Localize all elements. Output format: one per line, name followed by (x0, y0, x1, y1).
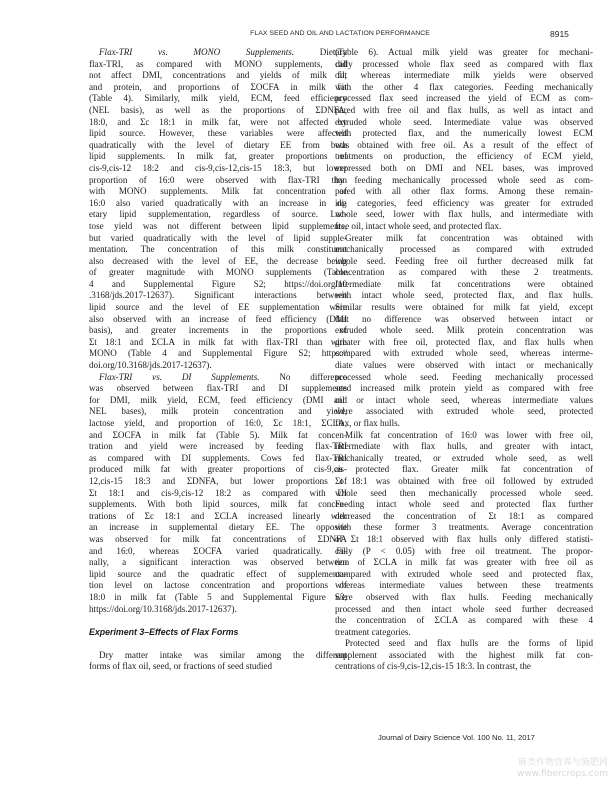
text-line: for DMI, milk yield, ECM, feed efficiency (DMI and (89, 394, 347, 405)
text-line: Similar results were obtained for milk fat yield, except (335, 302, 593, 313)
text-line: free oil, intact whole seed, and protected flax. (335, 220, 502, 231)
text-line: Milk fat concentration of 16:0 was lower with free oil, (345, 429, 593, 440)
text-line: as protected flax. Greater milk fat concentration of (335, 464, 593, 475)
text-line: also decreased with the level of EE, the decrease being (89, 255, 347, 266)
text-line: treatment categories. (335, 626, 411, 637)
text-line: flax-TRI, as compared with MONO supplements, did (89, 58, 347, 69)
text-line: cally processed whole flax seed as compared with flax (335, 58, 593, 69)
watermark-line-url: www.fibercrops.com (517, 769, 608, 779)
text-line: supplements. With both lipid sources, milk fat concen- (89, 499, 347, 510)
page-number: 8915 (550, 29, 569, 39)
text-line: Greater milk fat concentration was obtained with (345, 232, 593, 243)
text-line: doi.org/10.3168/jds.2017-12637). (89, 360, 212, 371)
text-line: proportion of 16:0 were observed with flax-TRI than (89, 174, 347, 185)
text-line: processed flax seed increased the yield of ECM as com- (335, 93, 593, 104)
left-text-column (89, 47, 347, 673)
text-line: with protected flax, and the numerically lowest ECM (335, 128, 593, 139)
text-line: seed increased milk protein yield as compared with free (335, 383, 593, 394)
text-line: with intact whole seed, protected flax, and flax hulls. (335, 290, 593, 301)
run-in-heading: Flax-TRI vs. MONO Supplements. (99, 47, 295, 57)
text-line: (Table 6). Actual milk yield was greater for mechani- (335, 47, 593, 57)
text-line: cis-9,cis-12 18:2 and cis-9,cis-12,cis-15 18:3, but lower (89, 162, 347, 173)
text-line: 12,cis-15 18:3 and ΣDNFA, but lower proportions of (89, 475, 347, 486)
text-line: Intermediate milk fat concentrations were obtained (335, 278, 593, 289)
text-line: and protein, and proportions of ΣOCFA in milk fat (89, 81, 347, 92)
text-line: were observed with flax hulls. Feeding mechanically (335, 591, 593, 602)
text-line: ing categories, feed efficiency was greater for extruded (335, 197, 593, 208)
text-line: of greater magnitude with MONO supplements (Table (89, 267, 347, 278)
text-line: 18:0, and Σc 18:1 in milk fat, were not affected by (89, 116, 347, 127)
section-heading: Experiment 3–Effects of Flax Forms (89, 626, 239, 637)
text-line: tion level on lactose concentration and proportions of (89, 580, 347, 591)
text-line: processed and then intact whole seed further decreased (335, 603, 593, 614)
text-line: concentration as compared with these 2 treatments. (335, 267, 593, 278)
text-line: oil, whereas intermediate milk yields were observed (335, 70, 593, 81)
text-line: pared with free oil and flax hulls, as well as intact and (335, 104, 593, 115)
text-line: Dry matter intake was similar among the different (99, 649, 347, 660)
text-line: lipid source and the level of EE supplementation were (89, 302, 347, 313)
text-line: lipid source. However, these variables were affected (89, 128, 347, 139)
text-line: of Σt 18:1 observed with flax hulls only differed statisti- (335, 533, 593, 544)
text-line: decreased the concentration of Σt 18:1 as compared (335, 510, 593, 521)
text-line: centrations of cis-9,cis-12,cis-15 18:3. In contrast, the (335, 661, 531, 672)
text-line: lipid supplements. In milk fat, greater proportions of (89, 151, 347, 162)
text-line: greater with free oil, protected flax, and flax hulls when (335, 336, 593, 347)
text-line: (Table 4). Similarly, milk yield, ECM, feed efficiency (89, 93, 347, 104)
text-line: https://doi.org/10.3168/jds.2017-12637). (89, 603, 237, 614)
text-line: was observed for milk fat concentrations of ΣDNFA (89, 533, 347, 544)
running-title: FLAX SEED AND OIL AND LACTATION PERFORMANCE (250, 30, 430, 37)
text-line: whereas intermediate values between these treatments (335, 580, 593, 591)
text-line: compared with extruded whole seed and protected flax, (335, 568, 593, 579)
journal-footer: Journal of Dairy Science Vol. 100 No. 11, 2017 (378, 733, 535, 742)
text-line: Protected seed and flax hulls are the forms of lipid (345, 638, 593, 649)
text-line: and ΣOCFA in milk fat (Table 5). Milk fat concen- (89, 429, 347, 440)
text-line: 18:0 in milk fat (Table 5 and Supplemental Figure S3; (89, 591, 347, 602)
text-line: whole seed then mechanically processed whole seed. (335, 487, 593, 498)
text-line: nally, a significant interaction was observed between (89, 557, 347, 568)
text-line: lactose yield, and proportion of 16:0, Σc 18:1, ΣCLA, (89, 418, 347, 428)
text-line: Feeding intact whole seed and protected flax further (335, 499, 593, 510)
text-line: the concentration of ΣCLA as compared with these 4 (335, 615, 593, 626)
text-line: mentation. The concentration of this milk constituent (89, 244, 347, 255)
text-line: an increase in supplemental dietary EE. The opposite (89, 522, 347, 533)
text-line: lipid source and the quadratic effect of supplementa- (89, 568, 347, 579)
text-line: Σt 18:1 and ΣCLA in milk fat with flax-TRI than with (89, 336, 347, 347)
text-line: etary lipid supplementation, regardless of source. Lac- (89, 209, 347, 220)
text-line: tion of ΣCLA in milk fat was greater with free oil as (335, 557, 593, 568)
text-line: extruded whole seed. Milk protein concentration was (335, 325, 593, 336)
text-line: tration and yield were increased by feeding flax-TRI (89, 441, 347, 452)
text-line: trations of Σc 18:1 and ΣCLA increased linearly with (89, 510, 347, 521)
text-line: Σt 18:1 and cis-9,cis-12 18:2 as compared with DI (89, 487, 347, 498)
text-line: mechanically processed as compared with extruded (335, 244, 593, 255)
text-line (89, 638, 347, 650)
text-line: supplement associated with the highest milk fat con- (335, 649, 593, 660)
text-line: as compared with DI supplements. Cows fed flax-TRI (89, 452, 347, 463)
text-line: .3168/jds.2017-12637). Significant interactions between (89, 290, 347, 301)
text-line: (NEL basis), as well as the proportions of ΣDNFA, (89, 104, 347, 115)
text-line: diate values were observed with intact or mechanically (335, 360, 593, 371)
site-watermark (468, 758, 608, 780)
text-line: Σt 18:1 was obtained with free oil followed by extruded (335, 475, 593, 486)
text-line: with these former 3 treatments. Average concentration (335, 522, 593, 533)
text-line: 16:0 also varied quadratically with an increase in di- (89, 197, 347, 208)
text-line (89, 615, 347, 627)
text-line: mechanically treated, or extruded whole seed, as well (335, 452, 593, 463)
text-line: also observed with an increase of feed efficiency (DMI (89, 313, 347, 324)
text-line: cally (P < 0.05) with free oil treatment. The propor- (335, 545, 593, 556)
right-text-column (335, 47, 593, 673)
text-line: extruded whole seed. Intermediate value was observed (335, 116, 593, 127)
text-line: was observed between flax-TRI and DI supplements (89, 383, 347, 394)
text-line: quadratically with the level of dietary EE from both (89, 139, 347, 150)
text-line: not affect DMI, concentrations and yields of milk fat (89, 70, 347, 81)
text-line: with MONO supplements. Milk fat concentration of (89, 186, 347, 197)
text-line: treatments on production, the efficiency of ECM yield, (335, 151, 593, 162)
run-in-heading: Flax-TRI vs. DI Supplements. (99, 371, 260, 382)
text-line: flax, or flax hulls. (335, 418, 400, 428)
text-line: tose yield was not different between lipid supplements, (89, 220, 347, 231)
text-line: that no difference was observed between intact or (335, 313, 593, 324)
text-line: compared with extruded whole seed, whereas interme- (335, 348, 593, 359)
text-line: Flax-TRI vs. DI Supplements. No difference (99, 371, 347, 382)
text-line: by feeding mechanically processed whole seed as com- (335, 174, 593, 185)
text-line: and 16:0, whereas ΣOCFA varied quadratically. Fi- (89, 545, 347, 556)
text-line: oil or intact whole seed, whereas intermediate values (335, 394, 593, 405)
text-line: whole seed. Feeding free oil further decreased milk fat (335, 255, 593, 266)
text-line: Flax-TRI vs. MONO Supplements. Dietary (99, 47, 347, 57)
text-line: 4 and Supplemental Figure S2; https://doi.org/10 (89, 278, 347, 289)
text-line: but varied quadratically with the level of lipid supple- (89, 232, 347, 243)
watermark-line-cn: 麻类作物营养与施肥网 (517, 758, 608, 768)
text-line: whole seed, lower with flax hulls, and intermediate with (335, 209, 593, 220)
text-line: expressed both on DMI and NEL bases, was improved (335, 162, 593, 173)
text-line: intermediate with flax hulls, and greater with intact, (335, 441, 593, 452)
text-line: were associated with extruded whole seed, protected (335, 406, 593, 417)
text-line: produced milk fat with greater proportions of cis-9,cis- (89, 464, 347, 475)
text-line: with the other 4 flax categories. Feeding mechanically (335, 81, 593, 92)
text-line: pared with all other flax forms. Among these remain- (335, 186, 593, 197)
text-line: processed whole seed. Feeding mechanically processed (335, 371, 593, 382)
text-line: was obtained with free oil. As a result of the effect of (335, 139, 593, 150)
text-line: forms of flax oil, seed, or fractions of seed studied (89, 661, 273, 672)
text-line: NEL bases), milk protein concentration and yield, (89, 406, 347, 417)
text-line: basis), and greater increments in the proportions of (89, 325, 347, 336)
text-line: MONO (Table 4 and Supplemental Figure S2; https:// (89, 348, 347, 359)
